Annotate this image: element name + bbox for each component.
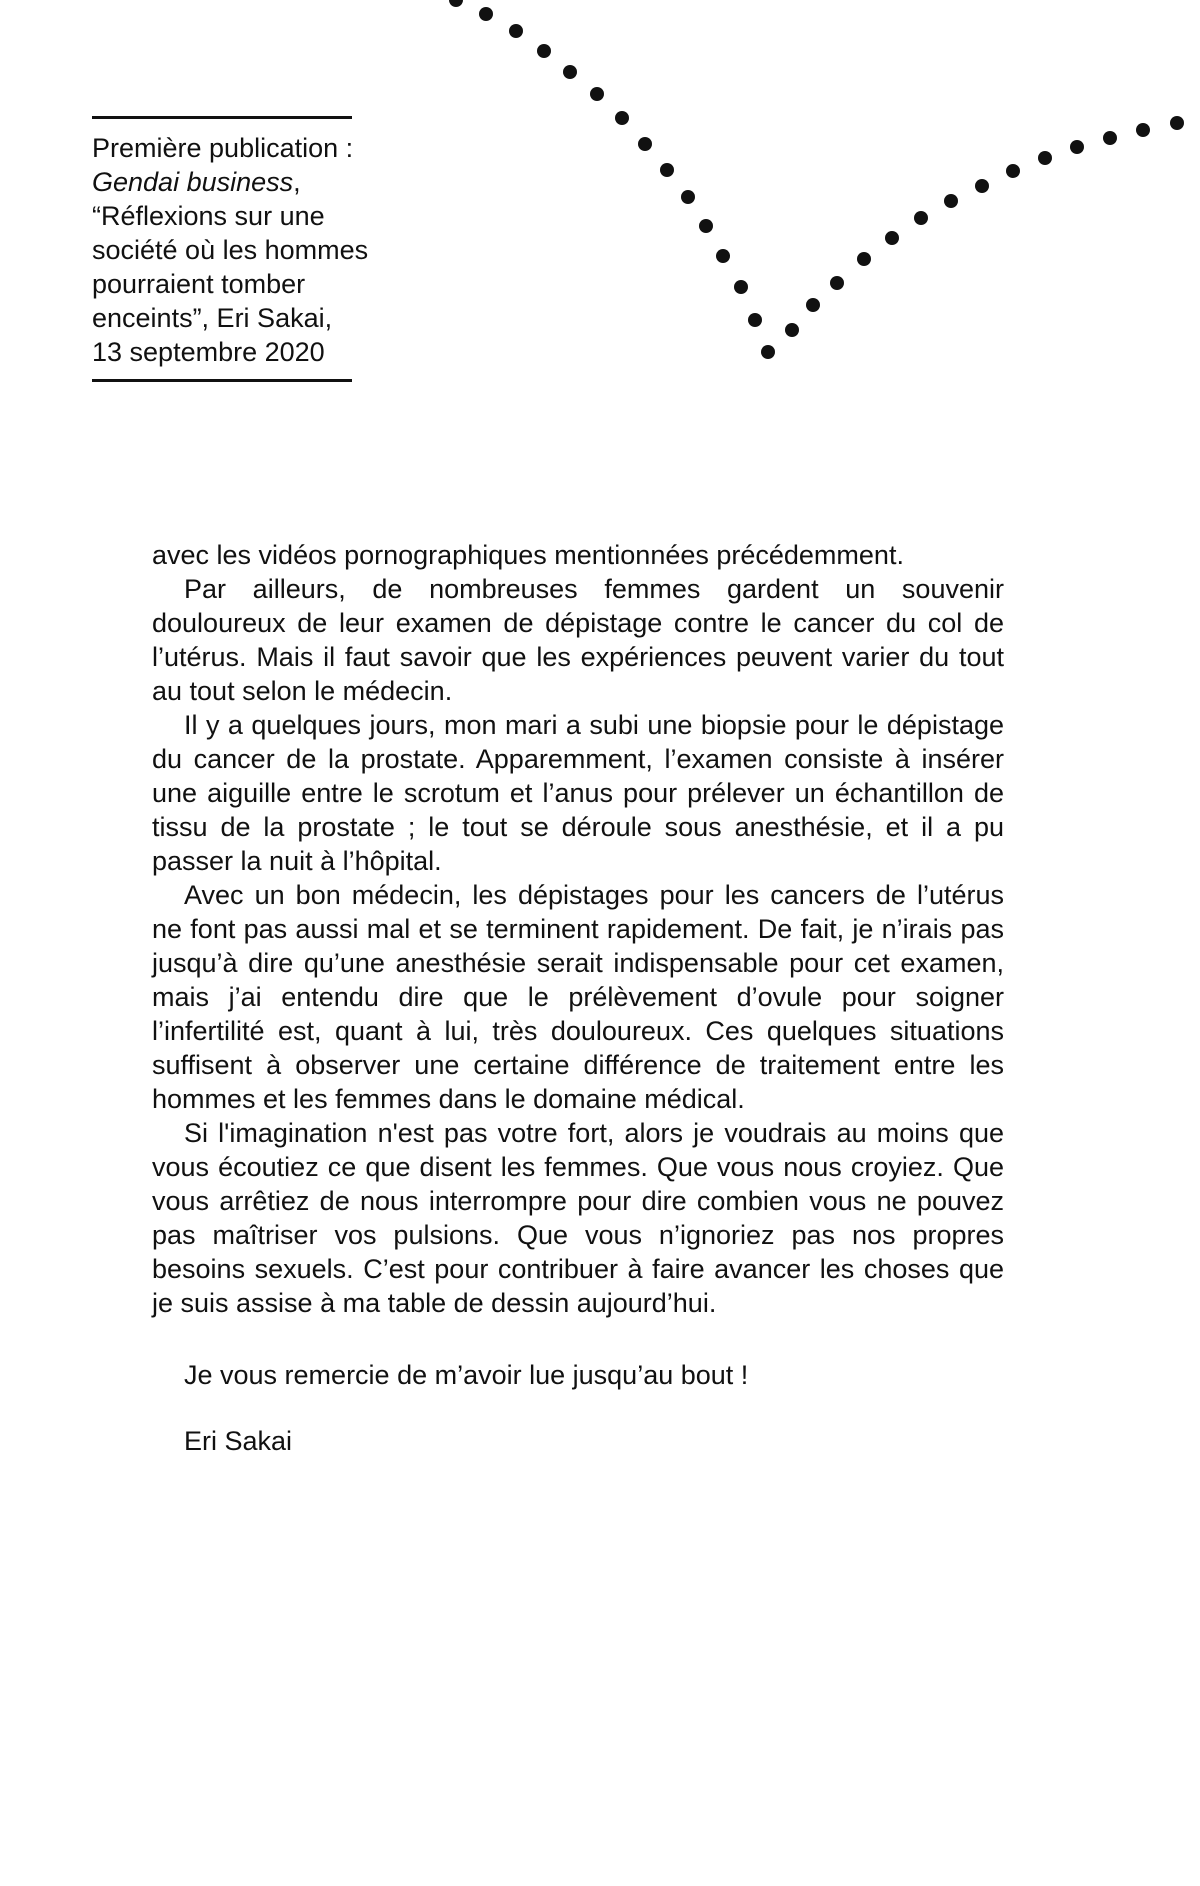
publication-source: Gendai business (92, 167, 294, 197)
body-text (152, 538, 1004, 1320)
publication-title-line: enceints”, Eri Sakai, (92, 303, 333, 333)
publication-source-comma: , (293, 167, 301, 197)
publication-title-line: pourraient tomber (92, 269, 306, 299)
paragraph: avec les vidéos pornographiques mentionnées précédemment. (152, 540, 904, 570)
author-signature: Eri Sakai (184, 1426, 293, 1456)
paragraph: Avec un bon médecin, les dépistages pour les cancers de l’utérus ne font pas aussi mal et se terminent rapidement. De fait, je n’irais pas jusqu’à dire qu’une anesthésie serait indispensable pour cet examen, mais j’ai entendu dire que le prélèvement d’ovule pour soigner l’infertilité est, quant à lui, très douloureux. Ces quelques situations suffisent à observer une certaine différence de traitement entre les hommes et les femmes dans le domaine médical. (152, 880, 1004, 1114)
publication-title-line: “Réflexions sur une (92, 201, 325, 231)
publication-heading: Première publication : (92, 133, 354, 163)
publication-date: 13 septembre 2020 (92, 337, 325, 367)
publication-title-line: société où les hommes (92, 235, 369, 265)
first-publication-box (92, 116, 369, 382)
publication-source-line (92, 165, 352, 199)
paragraph: Si l'imagination n'est pas votre fort, alors je voudrais au moins que vous écoutiez ce que disent les femmes. Que vous nous croyiez. Que vous arrêtiez de nous interrompre pour dire combien vous ne pouvez pas maîtriser vos pulsions. Que vous n’ignoriez pas nos propres besoins sexuels. C’est pour contribuer à faire avancer les choses que je suis assise à ma table de dessin aujourd’hui. (152, 1118, 1004, 1318)
paragraph: Par ailleurs, de nombreuses femmes gardent un souvenir douloureux de leur examen de dépistage contre le cancer du col de l’utérus. Mais il faut savoir que les expériences peuvent varier du tout au tout selon le médecin. (152, 574, 1004, 706)
paragraph: Il y a quelques jours, mon mari a subi une biopsie pour le dépistage du cancer de la prostate. Apparemment, l’examen consiste à insérer une aiguille entre le scrotum et l’anus pour prélever un échantillon de tissu de la prostate ; le tout se déroule sous anesthésie, et il a pu passer la nuit à l’hôpital. (152, 710, 1004, 876)
closing-thanks: Je vous remercie de m’avoir lue jusqu’au bout ! (184, 1360, 749, 1390)
